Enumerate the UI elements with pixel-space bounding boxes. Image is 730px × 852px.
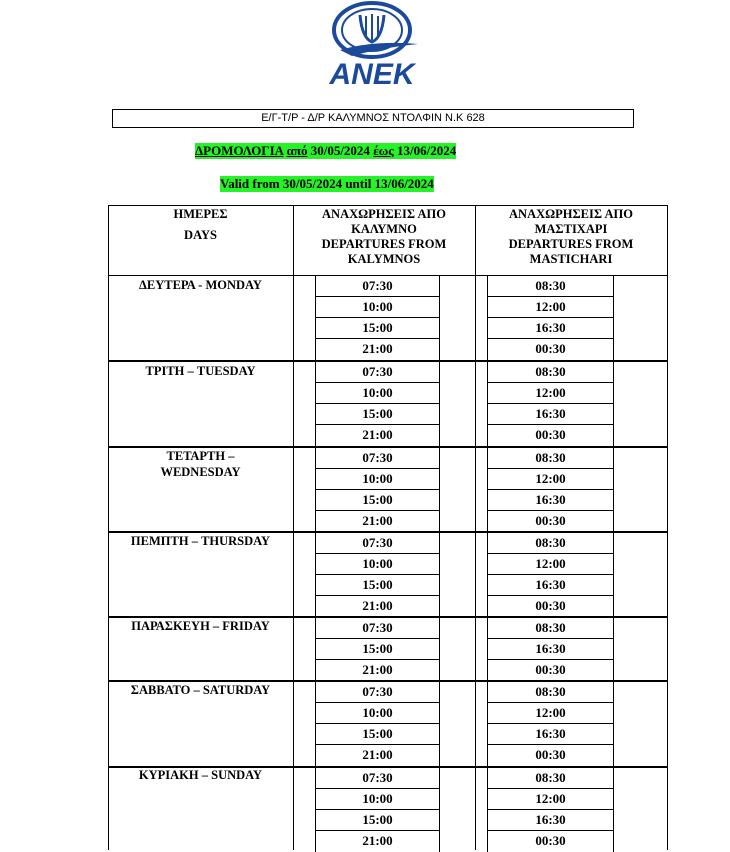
header-days-en: DAYS — [184, 228, 217, 242]
kalymnos-times — [315, 767, 440, 852]
schedule-label: ΔΡΟΜΟΛΟΓΙΑ — [195, 143, 284, 158]
departure-time: 08:30 — [488, 533, 613, 554]
departure-time: 00:30 — [535, 513, 566, 528]
departure-time: 07:30 — [316, 768, 439, 789]
vessel-line: Ε/Γ-Τ/Ρ - Δ/Ρ ΚΑΛΥΜΝΟΣ ΝΤΟΛΦΙΝ Ν.Κ 628 — [112, 109, 634, 128]
mastichari-times — [487, 767, 614, 852]
table-col-divider-2 — [475, 205, 476, 850]
departure-time: 07:30 — [316, 362, 439, 383]
departure-time: 08:30 — [488, 276, 613, 297]
schedule-table — [108, 205, 668, 850]
mastichari-times — [487, 681, 614, 767]
day-label: ΠΑΡΑΣΚΕΥΗ – FRIDAY — [131, 619, 270, 633]
departure-time: 10:00 — [316, 297, 439, 318]
header-kalymnos-line3: DEPARTURES FROM — [321, 237, 447, 251]
departure-time: 12:00 — [488, 703, 613, 724]
header-kalymnos-line4: KALYMNOS — [347, 252, 421, 266]
mastichari-times — [487, 361, 614, 447]
kalymnos-times — [315, 447, 440, 533]
departure-time: 16:30 — [488, 724, 613, 745]
departure-time: 15:00 — [316, 490, 439, 511]
departure-time: 08:30 — [488, 448, 613, 469]
departure-time: 00:30 — [535, 662, 566, 677]
to-date: 13/06/2024 — [396, 143, 457, 158]
departure-time: 08:30 — [488, 768, 613, 789]
validity-greek — [195, 143, 456, 159]
departure-time: 16:30 — [488, 639, 613, 660]
departure-time: 12:00 — [488, 469, 613, 490]
kalymnos-times — [315, 617, 440, 682]
header-mastichari-line1: ΑΝΑΧΩΡΗΣΕΙΣ ΑΠΟ — [509, 207, 633, 221]
mastichari-times — [487, 275, 614, 361]
header-days — [108, 205, 293, 275]
departure-time: 00:30 — [535, 598, 566, 613]
table-border-left — [108, 205, 109, 850]
departure-time: 16:30 — [488, 318, 613, 339]
departure-time: 10:00 — [316, 554, 439, 575]
kalymnos-times — [315, 532, 440, 618]
departure-time: 16:30 — [488, 490, 613, 511]
header-kalymnos — [293, 205, 475, 275]
departure-time: 00:30 — [535, 427, 566, 442]
departure-time: 21:00 — [362, 662, 393, 677]
header-kalymnos-line1: ΑΝΑΧΩΡΗΣΕΙΣ ΑΠΟ — [322, 207, 446, 221]
logo-brand-text: ANEK — [329, 58, 415, 88]
departure-time: 08:30 — [488, 362, 613, 383]
day-label: ΤΕΤΑΡΤΗ – WEDNESDAY — [160, 449, 241, 479]
validity-english: Valid from 30/05/2024 until 13/06/2024 — [220, 176, 434, 191]
departure-time: 08:30 — [488, 618, 613, 639]
day-label: ΚΥΡΙΑΚΗ – SUNDAY — [138, 768, 263, 782]
header-mastichari-line4: MASTICHARI — [529, 252, 613, 266]
departure-time: 10:00 — [316, 383, 439, 404]
from-date: 30/05/2024 — [310, 143, 370, 158]
departure-time: 15:00 — [316, 404, 439, 425]
departure-time: 21:00 — [362, 747, 393, 762]
table-col-divider-1 — [293, 205, 294, 850]
header-kalymnos-line2: ΚΑΛΥΜΝΟ — [351, 222, 417, 236]
departure-time: 16:30 — [488, 404, 613, 425]
kalymnos-times — [315, 275, 440, 361]
departure-time: 12:00 — [488, 383, 613, 404]
departure-time: 10:00 — [316, 469, 439, 490]
departure-time: 10:00 — [316, 703, 439, 724]
kalymnos-times — [315, 681, 440, 767]
departure-time: 12:00 — [488, 554, 613, 575]
to-word: έως — [373, 143, 394, 158]
header-mastichari-line2: ΜΑΣΤΙΧΑΡΙ — [534, 222, 608, 236]
departure-time: 07:30 — [316, 682, 439, 703]
departure-time: 00:30 — [535, 341, 566, 356]
departure-time: 21:00 — [362, 598, 393, 613]
day-label: ΣΑΒΒΑΤΟ – SATURDAY — [130, 683, 271, 697]
header-mastichari-line3: DEPARTURES FROM — [508, 237, 634, 251]
departure-time: 16:30 — [488, 810, 613, 831]
departure-time: 12:00 — [488, 297, 613, 318]
mastichari-times — [487, 532, 614, 618]
header-days-gr: ΗΜΕΡΕΣ — [173, 207, 228, 221]
table-border-right — [667, 205, 668, 850]
departure-time: 07:30 — [316, 533, 439, 554]
departure-time: 21:00 — [362, 513, 393, 528]
departure-time: 21:00 — [362, 341, 393, 356]
header-mastichari — [475, 205, 667, 275]
departure-time: 15:00 — [316, 575, 439, 596]
mastichari-times — [487, 447, 614, 533]
anek-logo-mark — [300, 0, 442, 88]
day-label: ΔΕΥΤΕΡΑ - MONDAY — [139, 278, 262, 292]
departure-time: 08:30 — [488, 682, 613, 703]
departure-time: 15:00 — [316, 318, 439, 339]
departure-time: 15:00 — [316, 724, 439, 745]
kalymnos-times — [315, 361, 440, 447]
day-label: ΠΕΜΠΤΗ – THURSDAY — [130, 534, 271, 548]
departure-time: 15:00 — [316, 639, 439, 660]
departure-time: 00:30 — [535, 747, 566, 762]
from-word: από — [286, 143, 308, 158]
departure-time: 12:00 — [488, 789, 613, 810]
anek-logo — [300, 0, 442, 88]
departure-time: 07:30 — [316, 276, 439, 297]
departure-time: 00:30 — [535, 833, 566, 848]
departure-time: 10:00 — [316, 789, 439, 810]
departure-time: 16:30 — [488, 575, 613, 596]
mastichari-times — [487, 617, 614, 682]
departure-time: 15:00 — [316, 810, 439, 831]
departure-time: 21:00 — [362, 427, 393, 442]
departure-time: 07:30 — [316, 448, 439, 469]
departure-time: 21:00 — [362, 833, 393, 848]
day-label: ΤΡΙΤΗ – TUESDAY — [145, 364, 256, 378]
departure-time: 07:30 — [316, 618, 439, 639]
